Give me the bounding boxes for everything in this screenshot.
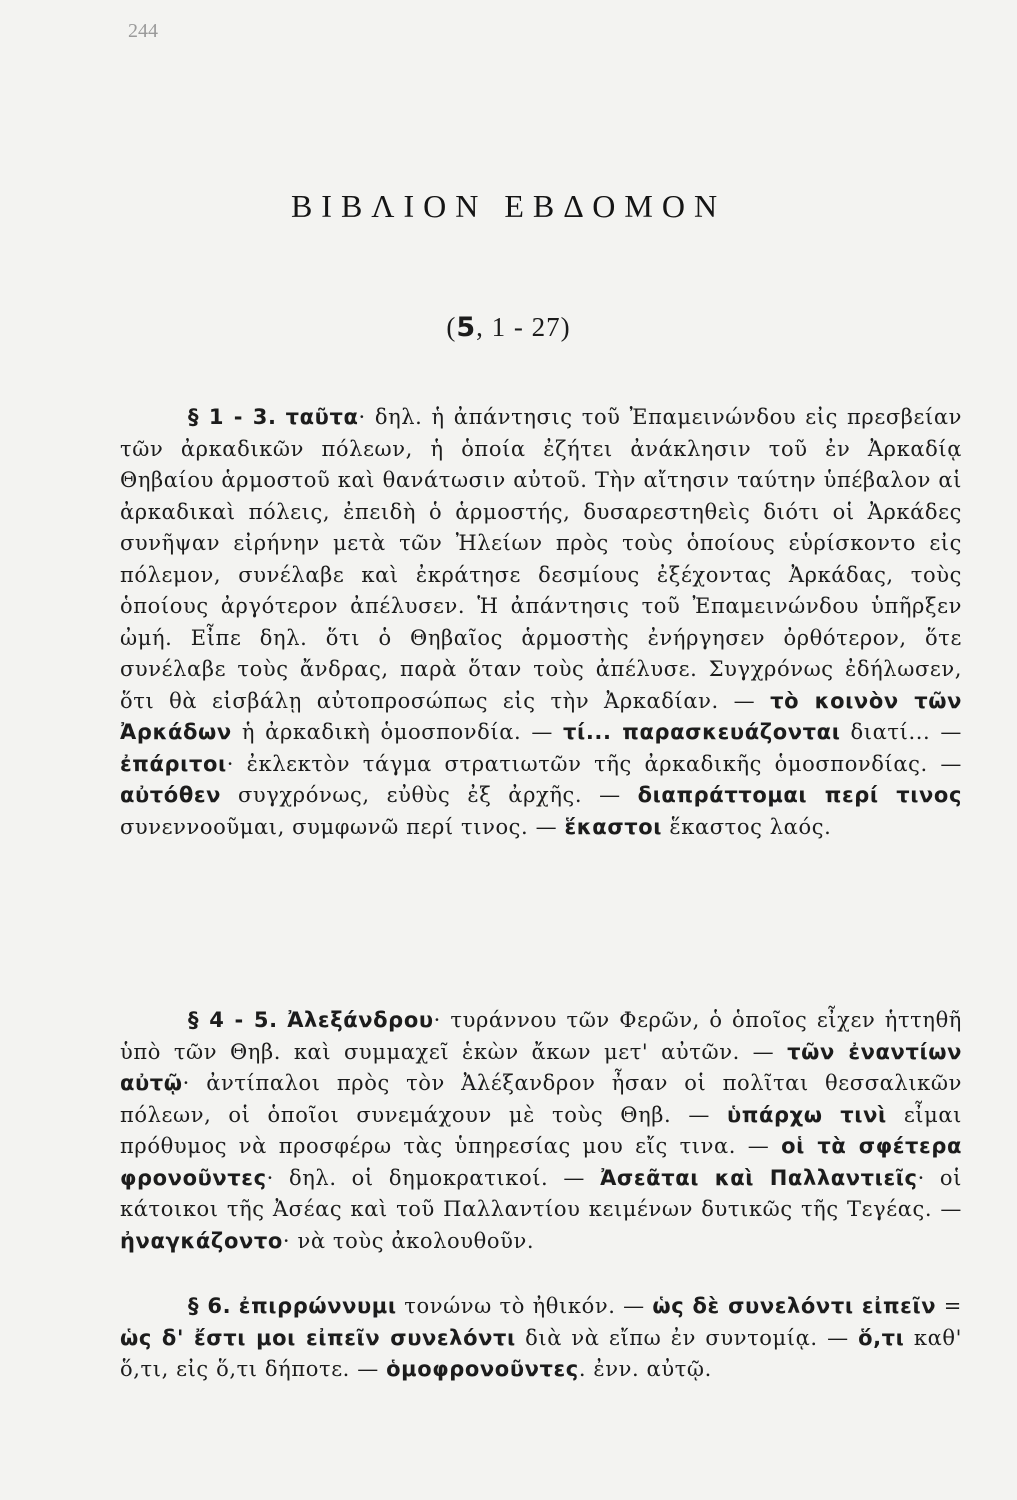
- glossed-term: τῶν ἐναντίων αὐτῷ: [120, 1039, 962, 1095]
- glossed-term: διαπράττομαι περί τινος: [637, 783, 963, 807]
- glossed-term: ἐπάριτοι: [120, 751, 227, 776]
- section-paragraph: [120, 1291, 962, 1386]
- gloss-text: διατί... —: [840, 720, 962, 744]
- glossed-term: Ἀλεξάνδρου: [287, 1008, 434, 1032]
- book-title: ΒΙΒΛΙΟΝ ΕΒΔΟΜΟΝ: [290, 188, 727, 224]
- section-paragraph: [120, 1005, 962, 1257]
- commentary-section-4-5: [120, 1005, 962, 1257]
- glossed-term: ὁμοφρονοῦντες: [386, 1357, 579, 1381]
- gloss-text: συνεννοοῦμαι, συμφωνῶ περί τινος. —: [120, 814, 565, 839]
- gloss-text: =: [936, 1294, 962, 1318]
- glossed-term: ὅ,τι: [858, 1325, 905, 1350]
- glossed-term: αὐτόθεν: [120, 783, 222, 807]
- gloss-text: ἡ ἀρκαδικὴ ὁμοσπονδία. —: [231, 720, 564, 744]
- commentary-section-6: [120, 1291, 962, 1386]
- section-body: [120, 1008, 962, 1253]
- subtitle-close-paren: ): [560, 312, 571, 342]
- subtitle-open-paren: (: [446, 312, 457, 342]
- gloss-text: συγχρόνως, εὐθὺς ἐξ ἀρχῆς. —: [221, 783, 638, 807]
- glossed-term: ἠναγκάζοντο: [120, 1228, 283, 1253]
- chapter-range: [0, 312, 1017, 343]
- glossed-term: ὡς δὲ συνελόντι εἰπεῖν: [652, 1294, 937, 1318]
- gloss-text: · οἱ κάτοικοι τῆς Ἀσέας καὶ τοῦ Παλλαντίου κειμένων δυτικῶς τῆς Τεγέας. —: [120, 1165, 963, 1221]
- section-number: § 6.: [188, 1294, 232, 1318]
- section-paragraph: [120, 402, 962, 843]
- section-number: § 1 - 3.: [188, 405, 277, 429]
- gloss-text: ἕκαστος λαός.: [662, 814, 832, 839]
- gloss-text: εἶμαι πρόθυμος νὰ προσφέρω τὰς ὑπηρεσίας μου εἴς τινα. —: [120, 1102, 962, 1158]
- gloss-text: · τυράννου τῶν Φερῶν, ὁ ὁποῖος εἶχεν ἡττηθῆ ὑπὸ τῶν Θηβ. καὶ συμμαχεῖ ἑκὼν ἄκων μετ' αὐτῶν. —: [120, 1008, 962, 1064]
- section-body: [120, 405, 962, 839]
- page-number: 244: [128, 20, 158, 42]
- gloss-text: · δηλ. ἡ ἀπάντησις τοῦ Ἐπαμεινώνδου εἰς πρεσβείαν τῶν ἀρκαδικῶν πόλεων, ἡ ὁποία ἐζήτει ἀνάκλησιν τοῦ ἐν Ἀρκαδίᾳ Θηβαίου ἁρμοστοῦ καὶ θανάτωσιν αὐτοῦ. Τὴν αἴτησιν ταύτην ὑπέβαλον αἱ ἀρκαδικαὶ πόλεις, ἐπειδὴ ὁ ἁρμοστής, δυσαρεστηθεὶς διότι οἱ Ἀρκάδες συνῆψαν εἰρήνην μετὰ τῶν Ἠλείων πρὸς τοὺς ὁποίους εὑρίσκοντο εἰς πόλεμον, συνέλαβε καὶ ἐκράτησε δεσμίους ἐξέχοντας Ἀρκάδας, τοὺς ὁποίους ἀργότερον ἀπέλυσεν. Ἡ ἀπάντησις τοῦ Ἐπαμεινώνδου ὑπῆρξεν ὠμή. Εἶπε δηλ. ὅτι ὁ Θηβαῖος ἁρμοστὴς ἐνήργησεν ὀρθότερον, ὅτε συνέλαβε τοὺς ἄνδρας, παρὰ ὅταν τοὺς ἀπέλυσε. Συγχρόνως ἐδήλωσεν, ὅτι θὰ εἰσβάλῃ αὐτοπροσώπως εἰς τὴν Ἀρκαδίαν. —: [120, 405, 962, 713]
- gloss-text: · ἐκλεκτὸν τάγμα στρατιωτῶν τῆς ἀρκαδικῆς ὁμοσπονδίας. —: [226, 751, 962, 776]
- commentary-section-1-3: [120, 402, 962, 843]
- gloss-text: διὰ νὰ εἴπω ἐν συντομίᾳ. —: [515, 1325, 859, 1350]
- section-number: § 4 - 5.: [188, 1008, 278, 1032]
- glossed-term: ἐπιρρώννυμι: [238, 1294, 397, 1318]
- gloss-text: . ἐνν. αὐτῷ.: [578, 1357, 712, 1381]
- gloss-text: · ἀντίπαλοι πρὸς τὸν Ἀλέξανδρον ἦσαν οἱ πολῖται θεσσαλικῶν πόλεων, οἱ ὁποῖοι συνεμάχουν μὲ τοὺς Θηβ. —: [120, 1071, 962, 1127]
- section-body: [120, 1294, 962, 1381]
- glossed-term: Ἀσεᾶται καὶ Παλλαντιεῖς: [600, 1165, 918, 1190]
- gloss-text: · δηλ. οἱ δημοκρατικοί. —: [266, 1165, 601, 1190]
- glossed-term: τί... παρασκευάζονται: [563, 720, 841, 744]
- gloss-text: καθ' ὅ,τι, εἰς ὅ,τι δήποτε. —: [120, 1325, 962, 1381]
- glossed-term: ἕκαστοι: [564, 814, 663, 839]
- glossed-term: τὸ κοινὸν τῶν Ἀρκάδων: [120, 688, 962, 744]
- subtitle-range: , 1 - 27: [476, 312, 561, 342]
- gloss-text: · νὰ τοὺς ἀκολουθοῦν.: [282, 1228, 535, 1253]
- glossed-term: οἱ τὰ σφέτερα φρονοῦντες: [120, 1134, 962, 1190]
- glossed-term: ταῦτα: [285, 405, 359, 429]
- glossed-term: ὑπάρχω τινὶ: [726, 1102, 887, 1127]
- glossed-term: ὡς δ' ἔστι μοι εἰπεῖν συνελόντι: [120, 1325, 516, 1350]
- gloss-text: τονώνω τὸ ἠθικόν. —: [396, 1294, 653, 1318]
- subtitle-book-number: 5: [456, 312, 477, 343]
